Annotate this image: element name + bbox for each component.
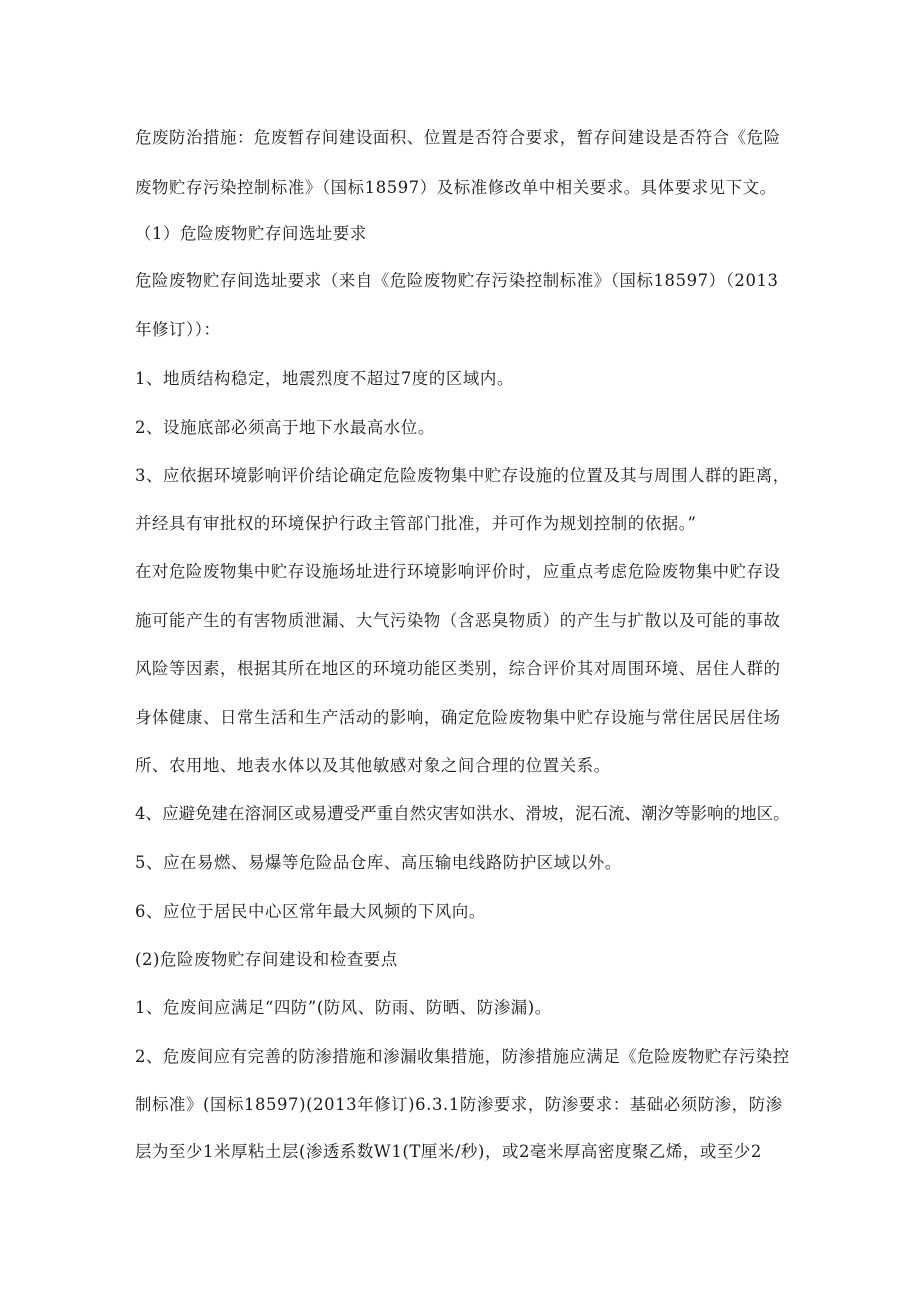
list-item-continuation: 并经具有审批权的环境保护行政主管部门批准，并可作为规划控制的依据。” — [135, 514, 697, 533]
list-item: 1、地质结构稳定，地震烈度不超过7度的区域内。 — [135, 369, 514, 388]
paragraph-line: 危废防治措施：危废暂存间建设面积、位置是否符合要求，暂存间建设是否符合《危险 — [135, 128, 781, 147]
paragraph-line: 危险废物贮存间选址要求（来自《危险废物贮存污染控制标准》（国标18597）（2013 — [135, 271, 779, 290]
list-item: 5、应在易燃、易爆等危险品仓库、高压输电线路防护区域以外。 — [135, 853, 622, 872]
list-item: 1、危废间应满足“四防”(防风、防雨、防晒、防渗漏)。 — [135, 998, 552, 1017]
list-item: 2、设施底部必须高于地下水最高水位。 — [135, 418, 435, 437]
list-item-continuation: 层为至少1米厚粘土层(渗透系数W1(T厘米/秒)，或2毫米厚高密度聚乙烯，或至少2 — [135, 1142, 762, 1161]
paragraph-line: 年修订））： — [135, 320, 221, 339]
paragraph-line: 废物贮存污染控制标准》（国标18597）及标准修改单中相关要求。具体要求见下文。 — [135, 178, 777, 197]
list-item: 4、应避免建在溶洞区或易遭受严重自然灾害如洪水、滑坡，泥石流、潮汐等影响的地区。 — [135, 804, 790, 823]
section-heading: （1）危险废物贮存间选址要求 — [135, 224, 367, 243]
paragraph-line: 身体健康、日常生活和生产活动的影响，确定危险废物集中贮存设施与常住居民居住场 — [135, 708, 781, 727]
list-item: 2、危废间应有完善的防渗措施和渗漏收集措施，防渗措施应满足《危险废物贮存污染控 — [135, 1047, 790, 1066]
section-heading: (2)危险废物贮存间建设和检查要点 — [135, 950, 398, 969]
paragraph-line: 施可能产生的有害物质泄漏、大气污染物（含恶臭物质）的产生与扩散以及可能的事故 — [135, 611, 781, 630]
list-item: 3、应依据环境影响评价结论确定危险废物集中贮存设施的位置及其与周围人群的距离， — [135, 466, 790, 485]
paragraph-line: 风险等因素，根据其所在地区的环境功能区类别，综合评价其对周围环境、居住人群的 — [135, 659, 781, 678]
list-item: 6、应位于居民中心区常年最大风频的下风向。 — [135, 902, 486, 921]
paragraph-line: 在对危险废物集中贮存设施场址进行环境影响评价时，应重点考虑危险废物集中贮存设 — [135, 562, 781, 581]
paragraph-line: 所、农用地、地表水体以及其他敏感对象之间合理的位置关系。 — [135, 756, 611, 775]
list-item-continuation: 制标准》(国标18597)(2013年修订)6.3.1防渗要求，防渗要求：基础必须防渗，防渗 — [135, 1095, 783, 1114]
